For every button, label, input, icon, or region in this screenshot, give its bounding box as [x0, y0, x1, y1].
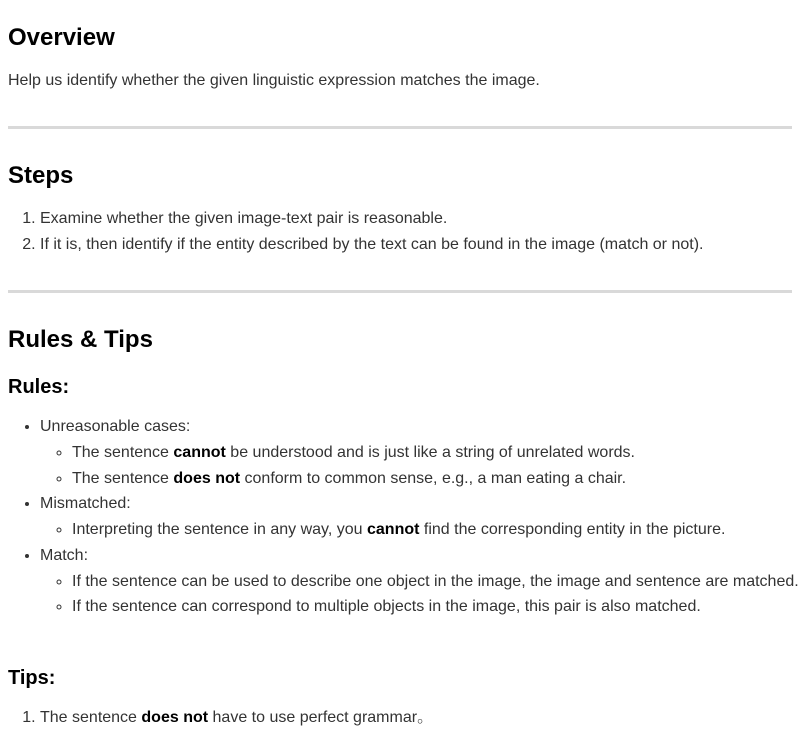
rules-tips-heading: Rules & Tips [8, 326, 153, 353]
list-item [40, 491, 800, 543]
steps-heading: Steps [8, 162, 74, 189]
step-item: 1. Examine whether the given image-text pair is reasonable. [40, 206, 800, 232]
divider [8, 290, 792, 293]
step-item: 2. If it is, then identify if the entity described by the text can be found in the image (match or not). [40, 232, 800, 258]
match-label: Match: [40, 546, 89, 564]
list-item [40, 414, 800, 491]
mismatched-label: Mismatched: [40, 495, 131, 512]
overview-heading: Overview [8, 24, 115, 51]
tips-list [8, 705, 800, 731]
sub-list [40, 440, 800, 491]
overview-text: Help us identify whether the given linguistic expression matches the image. [8, 72, 540, 89]
sub-list [40, 517, 800, 543]
tips-heading: Tips: [8, 667, 56, 689]
sub-list [40, 569, 800, 620]
list-item: 1. The sentence does not have to use perfect grammar。 [40, 705, 800, 731]
steps-list [8, 206, 800, 258]
list-item: ◦ If the sentence can correspond to multiple objects in the image, this pair is also matched. [72, 594, 800, 620]
divider [8, 126, 792, 129]
list-item: ◦ If the sentence can be used to describe one object in the image, the image and sentence are matched. [72, 569, 800, 595]
unreasonable-label: Unreasonable cases: [40, 418, 191, 435]
list-item: ◦ The sentence cannot be understood and is just like a string of unrelated words. [72, 440, 800, 466]
list-item: ◦ Interpreting the sentence in any way, you cannot find the corresponding entity in the picture. [72, 517, 800, 543]
rules-list [8, 414, 800, 620]
list-item [40, 543, 800, 620]
list-item: ◦ The sentence does not conform to common sense, e.g., a man eating a chair. [72, 466, 800, 492]
rules-heading: Rules: [8, 376, 70, 398]
